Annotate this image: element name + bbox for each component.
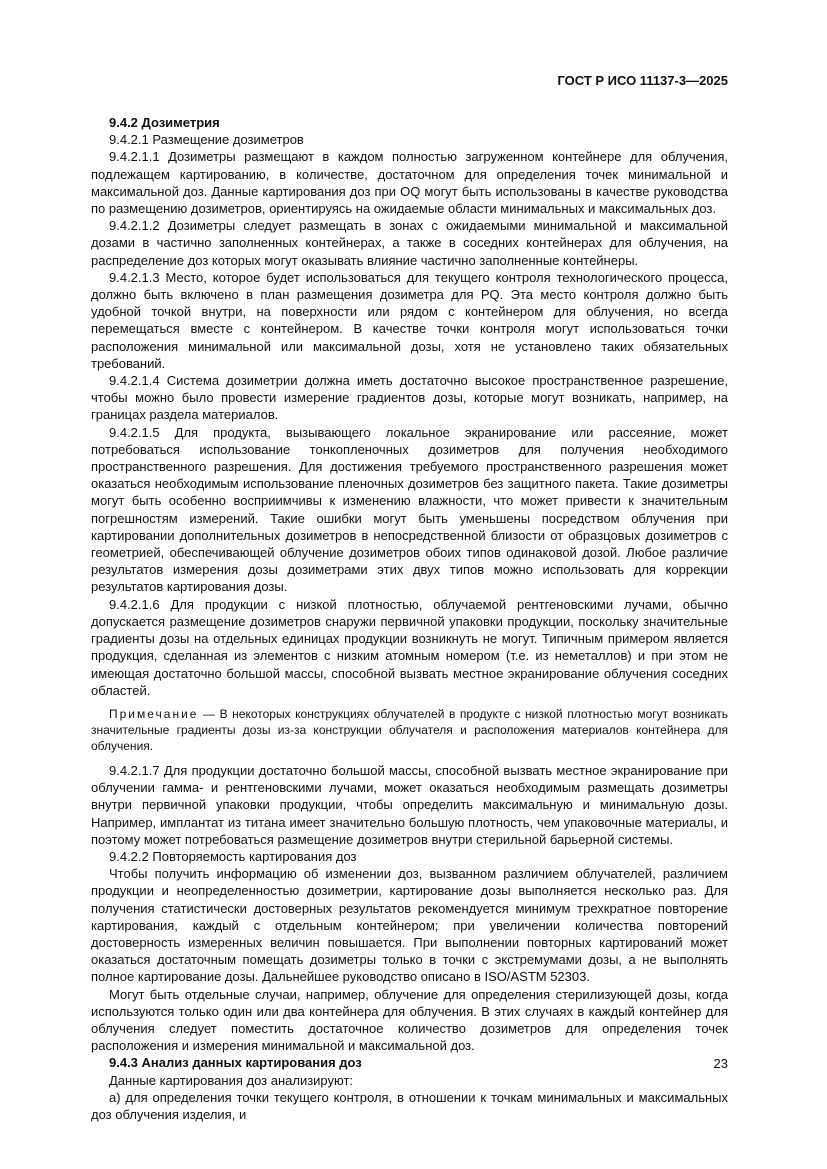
section-heading-9-4-2: 9.4.2 Дозиметрия (109, 115, 220, 130)
subsection-heading-9-4-2-2: 9.4.2.2 Повторяемость картирования доз (109, 848, 357, 864)
page-number: 23 (713, 1056, 728, 1071)
paragraph-9-4-2-2-a: Чтобы получить информацию об изменении доз, вызванном различием облучателей, различием продукции и неопределенностью дозиметрии, картирование дозы выполняется несколько раз. Для получения статистически достоверных результатов рекомендуется минимум трехкратное повторение картирования, каждый с отдельным контейнером; при увеличении количества повторений достоверность измеренных величин повышается. При выполнении повторных картирований может оказаться достаточным помещать дозиметры только в точки с экстремумами дозы, а не выполнять полное картирование дозы. Дальнейшее руководство описано в ISO/ASTM 52303. (91, 866, 728, 985)
paragraph-9-4-2-1-3: 9.4.2.1.3 Место, которое будет использоваться для текущего контроля технологического процесса, должно быть включено в план размещения дозиметра для PQ. Эта место контроля должно быть удобной точкой внутри, на поверхности или рядом с контейнером для облучения, но всегда перемещаться вместе с контейнером. В качестве точки контроля могут использоваться точки расположения минимальной или максимальной дозы, хотя не установлено таких обязательных требований. (91, 269, 728, 371)
note (91, 706, 728, 754)
paragraph-9-4-2-1-6: 9.4.2.1.6 Для продукции с низкой плотностью, облучаемой рентгеновскими лучами, обычно допускается размещение дозиметров снаружи первичной упаковки продукции, поскольку значительные градиенты дозы на отдельных единицах продукции возникнуть не могут. Типичным примером является продукция, сделанная из элементов с низким атомным номером (т.е. из неметаллов) и при этом не имеющая достаточно большой массы, способной вызвать местное экранирование облучения соседних областей. (91, 596, 728, 698)
list-item-a: а) для определения точки текущего контроля, в отношении к точкам минимальных и максимальных доз облучения изделия, и (91, 1089, 728, 1122)
page-body (91, 114, 728, 1123)
paragraph-9-4-2-1-1: 9.4.2.1.1 Дозиметры размещают в каждом полностью загруженном контейнере для облучения, подлежащем картированию, в количестве, достаточном для определения точек минимальной и максимальной доз. Данные картирования доз при OQ могут быть использованы в качестве руководства по размещению дозиметров, ориентируясь на ожидаемые области минимальных и максимальных доз. (91, 149, 728, 217)
section-heading-9-4-3: 9.4.3 Анализ данных картирования доз (109, 1055, 362, 1071)
note-label: Примечание (109, 706, 199, 721)
paragraph-9-4-2-1-2: 9.4.2.1.2 Дозиметры следует размещать в зонах с ожидаемыми минимальной и максимальной дозами в частично заполненных контейнерах, а также в соседних контейнерах для облучения, на распределение доз которых могут оказывать влияние частично заполненные контейнеры. (91, 218, 728, 268)
note-text: — В некоторых конструкциях облучателей в продукте с низкой плотностью могут возникать значительные градиенты дозы из-за конструкции облучателя и расположения материалов контейнера для облучения. (91, 706, 728, 753)
paragraph-9-4-2-2-b: Могут быть отдельные случаи, например, облучение для определения стерилизующей дозы, когда используются только один или два контейнера для облучения. В этих случаях в каждый контейнер для облучения следует поместить достаточное количество дозиметров для определения точек расположения и измерения минимальной и максимальной доз. (91, 986, 728, 1054)
paragraph-9-4-2-1-4: 9.4.2.1.4 Система дозиметрии должна иметь достаточно высокое пространственное разрешение, чтобы можно было провести измерение градиентов дозы, которые могут возникать, например, на границах раздела материалов. (91, 373, 728, 423)
subsection-heading-9-4-2-1: 9.4.2.1 Размещение дозиметров (109, 132, 304, 148)
paragraph-9-4-3-intro: Данные картирования доз анализируют: (109, 1072, 354, 1088)
document-header: ГОСТ Р ИСО 11137-3—2025 (557, 73, 728, 88)
paragraph-9-4-2-1-5: 9.4.2.1.5 Для продукта, вызывающего локальное экранирование или рассеяние, может потребоваться использование тонкопленочных дозиметров для получения необходимого пространственного разрешения. Для достижения требуемого пространственного разрешения может оказаться необходимым использование пленочных дозиметров без защитного пакета. Такие дозиметры могут быть особенно восприимчивы к изменению влажности, что может привести к значительным погрешностям измерений. Такие ошибки могут быть уменьшены посредством облучения при картировании дополнительных дозиметров в непосредственной близости от образцовых дозиметров с геометрией, обеспечивающей облучение дозиметров обоих типов одинаковой дозой. Любое различие результатов измерения дозы дозиметрами этих двух типов можно использовать для коррекции результатов картирования дозы. (91, 424, 728, 595)
paragraph-9-4-2-1-7: 9.4.2.1.7 Для продукции достаточно большой массы, способной вызвать местное экранирование при облучении гамма- и рентгеновскими лучами, может оказаться необходимым размещать дозиметры внутри первичной упаковки продукции, чтобы определить максимальную и минимальную дозы. Например, имплантат из титана имеет значительно большую плотность, чем упаковочные материалы, и поэтому может потребоваться размещение дозиметров внутри стерильной барьерной системы. (91, 762, 728, 847)
